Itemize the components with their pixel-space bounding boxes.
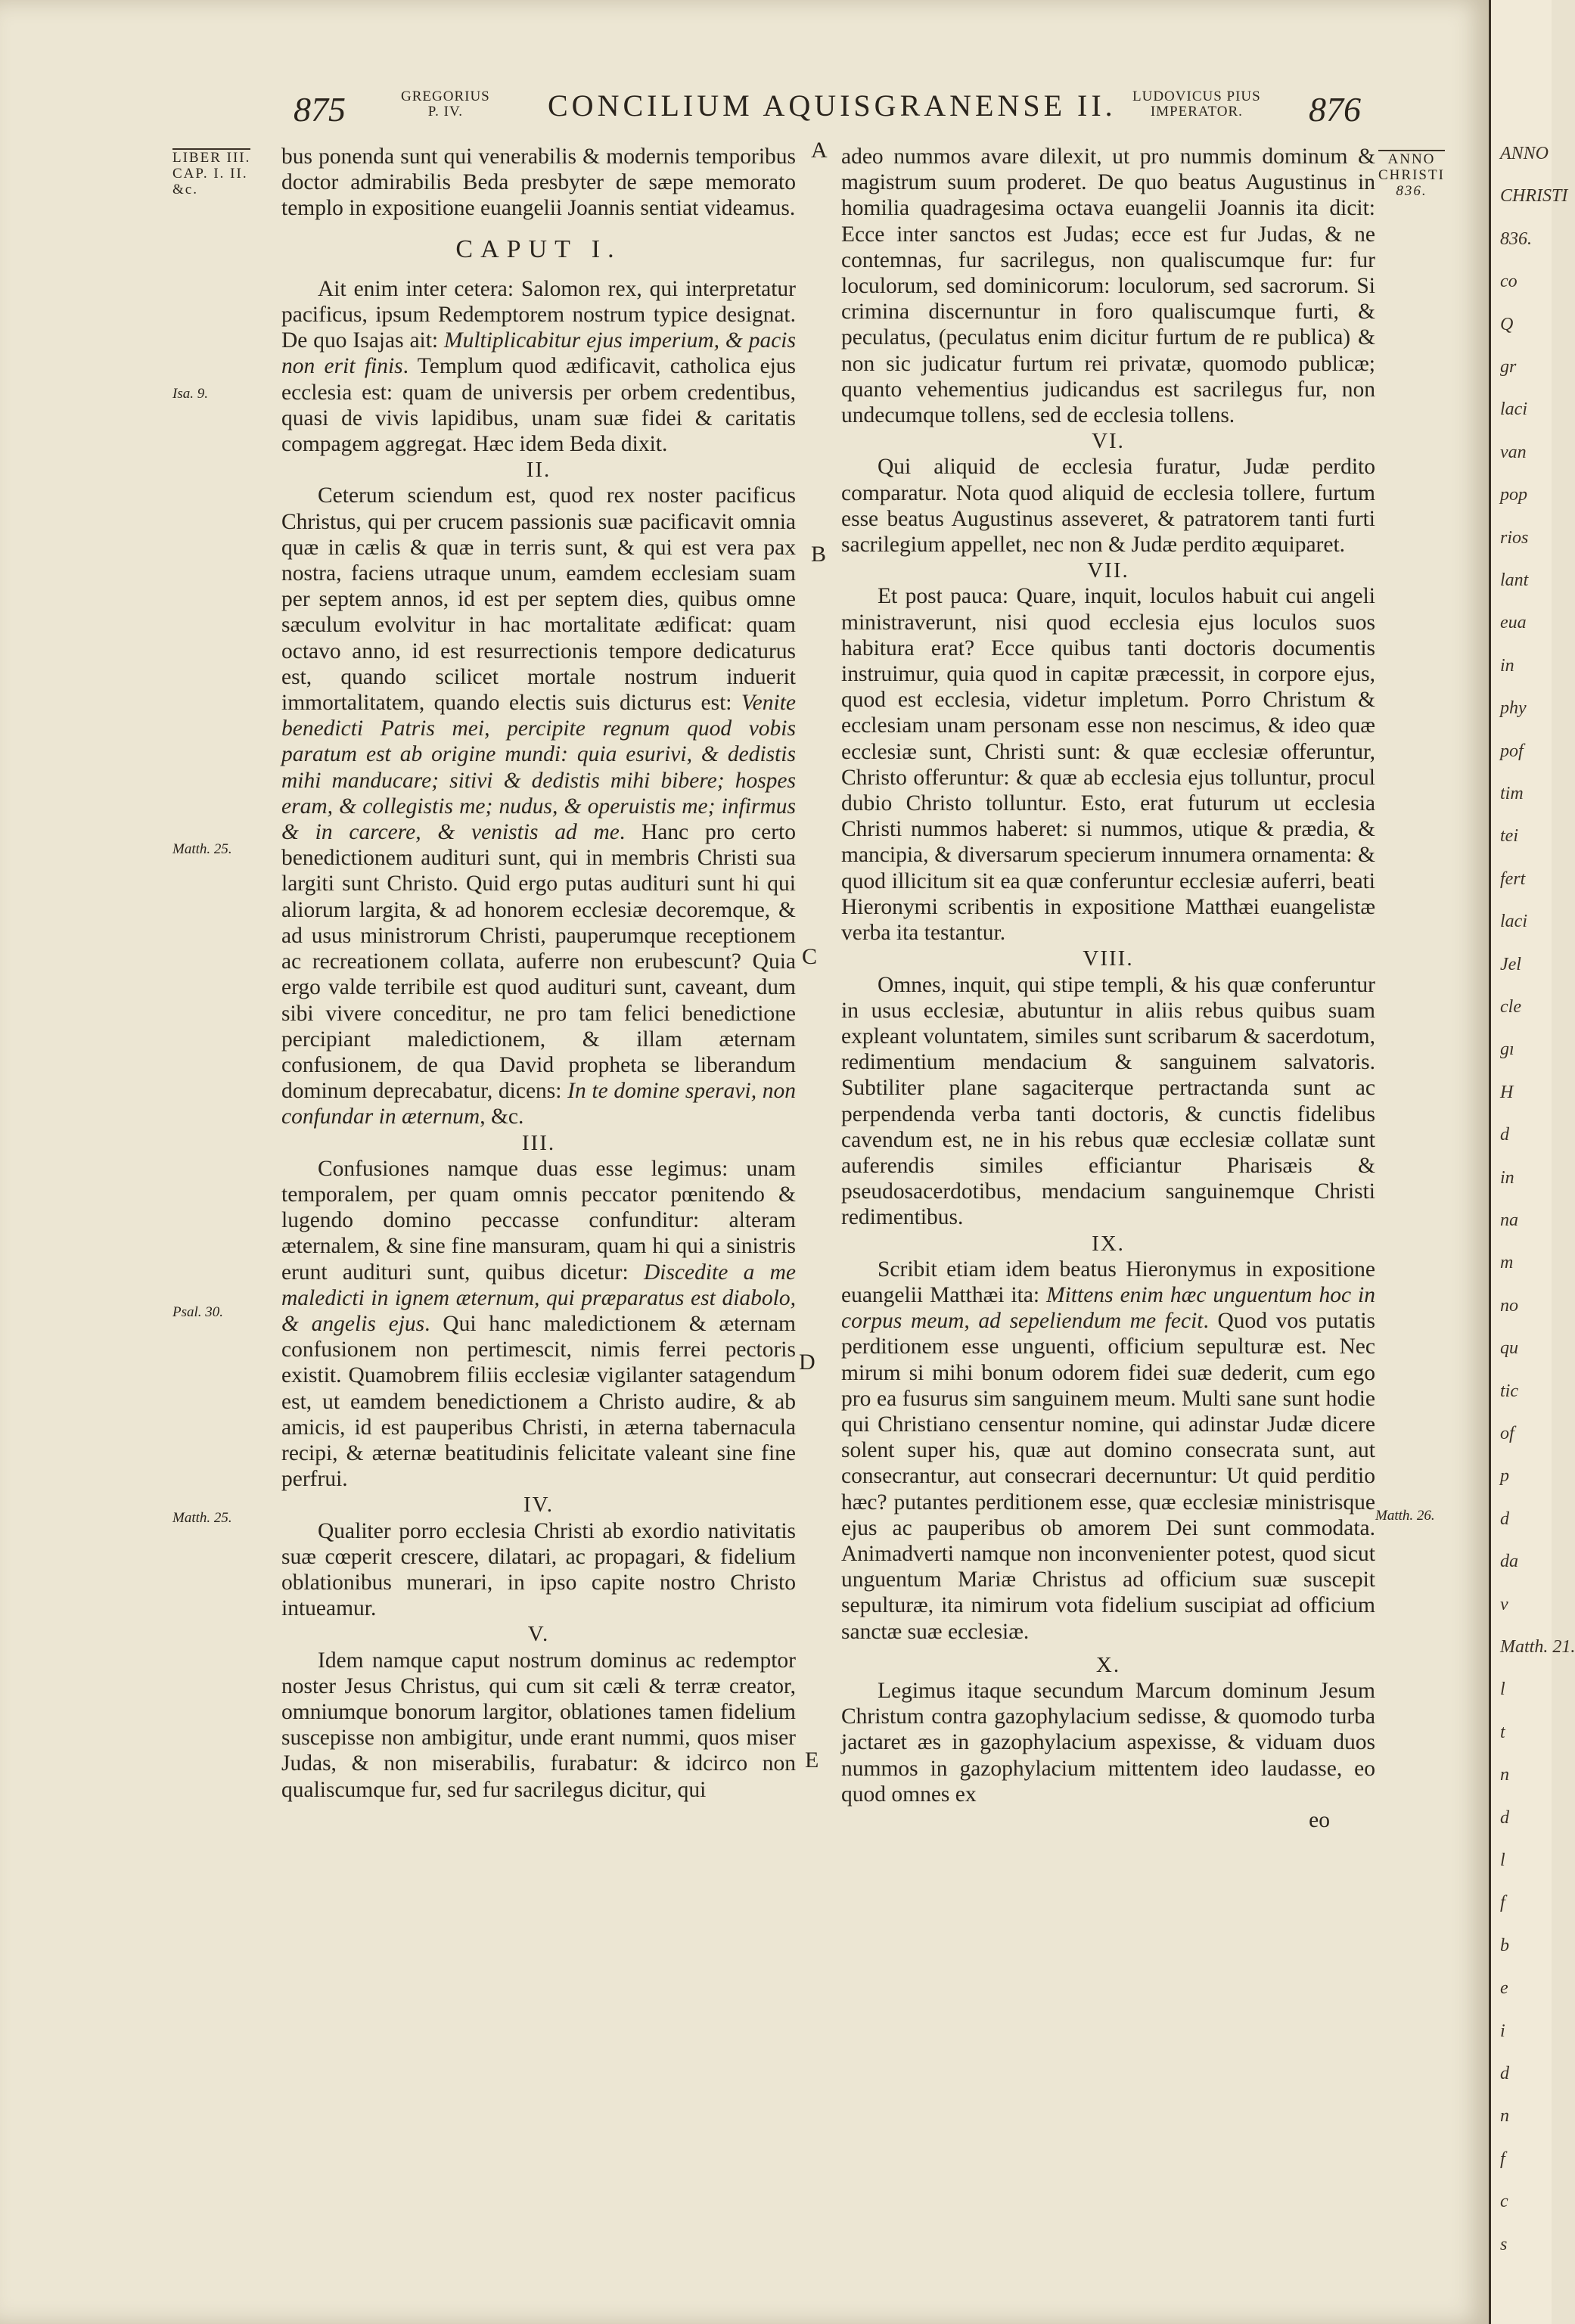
paragraph-section-6: Qui aliquid de ecclesia furatur, Judæ perdito comparatur. Nota quod aliquid de ecclesia tollere, furtum esse beatus Augustinus asseveret, & patratorem tanti furti sacrilegium appellet, nec non & Judæ perdito æquiparet. — [841, 455, 1375, 558]
edge-fragment: eua — [1500, 613, 1527, 633]
edge-fragment: cle — [1500, 997, 1521, 1017]
edge-fragment: phy — [1500, 698, 1527, 719]
edge-fragment: tic — [1500, 1381, 1518, 1401]
paragraph-section-4: Qualiter porro ecclesia Christi ab exordio nativitatis suæ cœperit crescere, dilatari, ac propagari, & fidelium oblationibus munerari, in ipso capite nostro Christo intueamur. — [281, 1518, 796, 1621]
edge-fragment: tei — [1500, 826, 1518, 847]
catchword: eo — [1309, 1808, 1330, 1832]
edge-fragment: p — [1500, 1466, 1509, 1487]
header-title: CONCILIUM AQUISGRANENSE II. — [548, 89, 1117, 123]
edge-fragment: na — [1500, 1210, 1518, 1230]
edge-fragment: t — [1500, 1722, 1505, 1742]
edge-fragment: 836. — [1500, 228, 1532, 249]
margin-liber: LIBER III. CAP. I. II. &c. — [172, 150, 251, 197]
adjacent-page-edge — [1489, 0, 1575, 2324]
edge-fragment: of — [1500, 1424, 1514, 1443]
edge-fragment: in — [1500, 655, 1514, 676]
paragraph-section-3: Confusiones namque duas esse legimus: unam temporalem, per quam omnis peccator pœnitendo & lugendo domino peccasse confunditur: alteram æternalem, & sine fine mansuram, quam hi qui a sinistris erunt audituri sunt, quibus dicetur: Discedite a me maledicti in ignem æternum, qui præparatus est diabolo, & angelis ejus. Qui hanc maledictionem & æternam confusionem non pertimescit, nimis ferrei pectoris existit. Quamobrem filiis ecclesiæ vigilanter satagendum est, ut eamdem benedictionem a Christo audire, & ab amicis, id est pauperibus Christi, in æterna tabernacula recipi, & æternæ beatitudinis felicitate valeant sine fine perfrui. — [281, 1156, 797, 1492]
paragraph-section-10: Legimus itaque secundum Marcum dominum Jesum Christum contra gazophylacium sedisse, & quomodo turba jactaret æs in gazophylacium aspexisse, & viduam duos nummos in gazophylacium mittentem ideo laudasse, eo quod omnes ex — [841, 1678, 1375, 1807]
edge-fragment: no — [1500, 1295, 1518, 1316]
paragraph-section-9: Scribit etiam idem beatus Hieronymus in expositione euangelii Matthæi ita: Mittens enim hæc unguentum hoc in corpus meum, ad sepeliendum me fecit. Quod vos putatis perditionem esse unguenti, officium sepulturæ est. Nec mirum si mihi bonum odorem fidei suæ dederit, cum ego pro ea fusurus sim sanguinem meum. Multi sane sunt hodie qui Christiano censentur nomine, qui adinstar Judæ dicere solent super his, quæ aut domino consecrata sunt, aut consecrantur, aut consecrari decernuntur: Ut quid perditio hæc? putantes perditionem esse, quæ ecclesiæ ministrisque ejus ac pauperibus ob amorem Dei sunt commodata. Animadverti namque non inconvenienter potest, quod sicut unguentum Mariæ Christus ad officium suæ suscepit sepulturæ, ita nimirum vota fidelium suscipiat ad officium sanctæ suæ ecclesiæ. — [841, 1257, 1375, 1644]
header-author: GREGORIUS P. IV. — [401, 89, 490, 120]
margin-note-matth25b: Matth. 25. — [172, 1510, 232, 1526]
paragraph-intro-right: adeo nummos avare dilexit, ut pro nummis dominum & magistrum suum proderet. De quo beatus Augustinus in homilia quadragesima octava euangelii Joannis ita dicit: Ecce inter sanctos est Judas; ecce est fur Judas, & ne contemnas, fur sacrilegus, non qualiscumque fur: fur loculorum, sed dominicorum: loculorum, sed sacrorum. Si crimina discernuntur in foro qualiscumque furti, & peculatus, (peculatus enim dicitur furtum de re publica) & non sic judicatur furtum rei privatæ, quomodo publicæ; quanto vehementius judicandus est sacrilegus fur, non undecumque tollens, sed de ecclesia tollens. — [841, 144, 1375, 428]
edge-fragment: i — [1500, 2021, 1505, 2041]
paragraph-section-8: Omnes, inquit, qui stipe templi, & his quæ conferuntur in usus ecclesiæ, abutuntur in aliis rebus quibus suam expleant voluntatem, similes sunt scribarum & sacerdotum, redimentium mendacium & sanguinem salvatoris. Subtiliter plane sagaciterque pertractanda sunt ac perpendenda verba tanti doctoris, & cunctis fidelibus cavendum est, ne in his rebus quæ ecclesiæ collatæ sunt auferendis similes efficiantur Pharisæis & pseudosacerdotibus, mendacium sanguinemque Christi redimentibus. — [841, 972, 1375, 1230]
edge-fragment: laci — [1500, 912, 1527, 932]
margin-note-isa: Isa. 9. — [172, 386, 208, 402]
chapter-heading: CAPUT I. — [455, 235, 622, 263]
edge-fragment: tim — [1500, 784, 1524, 803]
section-heading-5: V. — [527, 1622, 550, 1647]
edge-fragment: e — [1500, 1978, 1508, 1999]
edge-fragment: d — [1500, 1807, 1509, 1828]
edge-fragment: gı — [1500, 1039, 1514, 1060]
edge-fragment: Jel — [1500, 954, 1521, 974]
edge-fragment: m — [1500, 1253, 1514, 1273]
page-number-right: 876 — [1309, 90, 1361, 129]
text-column-right — [841, 144, 1375, 1833]
edge-fragment: CHRISTI — [1500, 186, 1568, 207]
section-letter-c: C — [802, 944, 818, 969]
edge-fragment: b — [1500, 1935, 1509, 1956]
paragraph-section-7: Et post pauca: Quare, inquit, loculos habuit cui angeli ministraverunt, nisi quod ecclesia ejus loculos suos habitura erat? Ecce quibus tanti doctoris documentis instruimur, quia quod in capitæ præcessit, in corpore ejus, quod est ecclesia, videtur impletum. Porro Christum & ecclesiam unam personam esse non nescimus, & ideo quæ ecclesiæ sunt, Christi sunt: & quæ ecclesiæ offeruntur, Christo offeruntur: & quæ ab ecclesia ejus tolluntur, procul dubio Christo tolluntur. Esto, erat futurum ut ecclesia Christi nummos haberet: si nummos, utique & prædia, & mancipia, & diversarum specierum innumera ornamenta: & quod illicitum sit ea quæ conferuntur ecclesiæ auferri, beati Hieronymi scribentis in expositione Matthæi euangelistæ verba ita testantur. — [841, 584, 1375, 946]
edge-fragment: laci — [1500, 399, 1527, 420]
edge-fragment: van — [1500, 442, 1527, 462]
edge-fragment: H — [1500, 1082, 1514, 1102]
section-heading-3: III. — [521, 1130, 556, 1155]
section-heading-7: VII. — [1087, 558, 1129, 583]
edge-fragment: d — [1500, 1125, 1509, 1145]
section-letter-b: B — [811, 542, 827, 567]
edge-fragment: d — [1500, 1508, 1509, 1529]
edge-fragment: Matth. 21. — [1500, 1637, 1575, 1657]
edge-fragment: ANNO — [1500, 144, 1549, 163]
section-heading-2: II. — [526, 458, 551, 483]
edge-fragment: gr — [1500, 357, 1517, 377]
section-heading-10: X. — [1095, 1652, 1121, 1677]
edge-fragment: in — [1500, 1167, 1514, 1188]
edge-fragment: n — [1500, 2106, 1509, 2127]
margin-note-psal: Psal. 30. — [172, 1304, 224, 1320]
paragraph-intro-left: bus ponenda sunt qui venerabilis & modernis temporibus doctor admirabilis Beda presbyter de sæpe memorato templo in expositione euangelii Joannis sentiat videamus. — [281, 144, 796, 221]
paragraph-section-5: Idem namque caput nostrum dominus ac redemptor noster Jesus Christus, qui cum sit cæli & terræ creator, omniumque bonorum largitor, oblationes tamen fidelium suscepisse non ambigitur, unde erant nummi, quos miser Judas, & non miserabilis, furabatur: & idcirco non qualiscumque fur, sed fur sacrilegus dicitur, qui — [281, 1648, 796, 1802]
edge-fragment: pof — [1500, 741, 1524, 761]
edge-fragment: f — [1500, 2148, 1505, 2169]
edge-fragment: pop — [1500, 485, 1527, 505]
edge-fragment: s — [1500, 2234, 1508, 2254]
edge-fragment: n — [1500, 1765, 1509, 1785]
edge-fragment: c — [1500, 2192, 1508, 2212]
edge-fragment: l — [1500, 1850, 1505, 1870]
margin-note-matth25: Matth. 25. — [172, 841, 232, 857]
edge-fragment: rios — [1500, 527, 1529, 548]
edge-fragment: qu — [1500, 1338, 1518, 1359]
section-heading-8: VIII. — [1083, 946, 1134, 971]
header-emperor: LUDOVICUS PIUS IMPERATOR. — [1132, 89, 1261, 120]
edge-fragment: fert — [1500, 868, 1526, 889]
edge-fragment: da — [1500, 1552, 1518, 1572]
edge-fragment: l — [1500, 1679, 1505, 1700]
section-letter-d: D — [799, 1350, 815, 1375]
edge-fragment: co — [1500, 272, 1518, 292]
running-header — [0, 76, 1489, 136]
text-column-left — [281, 144, 796, 1803]
edge-fragment: f — [1500, 1893, 1505, 1913]
paragraph-caput-1: Ait enim inter cetera: Salomon rex, qui interpretatur pacificus, ipsum Redemptorem nostrum typice designat. De quo Isajas ait: Multiplicabitur ejus imperium, & pacis non erit finis. Templum quod ædificavit, catholica ejus ecclesia est: quam de universis per orbem credentibus, quasi de vivis lapidibus, unam suæ fidei & caritatis compagem aggregat. Hæc idem Beda dixit. — [281, 276, 796, 457]
edge-fragment: lant — [1500, 570, 1529, 590]
edge-fragment: Q — [1500, 314, 1514, 334]
section-heading-6: VI. — [1092, 429, 1125, 454]
section-letter-e: E — [805, 1748, 819, 1773]
margin-note-matth26: Matth. 26. — [1375, 1508, 1435, 1524]
section-heading-9: IX. — [1092, 1231, 1125, 1256]
section-heading-4: IV. — [523, 1493, 555, 1518]
margin-anno: ANNO CHRISTI 836. — [1378, 151, 1445, 199]
edge-fragment: v — [1500, 1594, 1508, 1614]
paragraph-section-2: Ceterum sciendum est, quod rex noster pacificus Christus, qui per crucem passionis suæ pacificavit omnia quæ in cælis & quæ in terris sunt, & qui est vera pax nostra, faciens utraque unum, eamdem ecclesiam suam per septem annos, id est per septem dies, quibus omne sæculum evolvitur in hac mortalitate ædificat: quam octavo anno, id est resurrectionis tempore dedicaturus est, quando scilicet mortale nostrum induerit immortalitatem, quando electis suis dicturus est: Venite benedicti Patris mei, percipite regnum quod vobis paratum est ab origine mundi: quia esurivi, & dedistis mihi manducare; sitivi & dedistis mihi bibere; hospes eram, & collegistis me; nudus, & operuistis me; infirmus & in carcere, & venistis ad me. Hanc pro certo benedictionem audituri sunt, qui in membris Christi sua largiti sunt Christo. Quid ergo putas audituri sunt hi qui aliorum largita, & ad honorem ecclesiæ decoremque, & ad usus ministrorum Christi, pauperumque receptionem ac recreationem collata, auferre non erubescunt? Quia ergo valde terribile est quod audituri sunt, caveant, dum sibi vivere conceditur, ne pro tam felici benedictione percipiant maledictionem, & illam æternam confusionem, de qua David propheta se liberandum dominum deprecabatur, dicens: In te domine speravi, non confundar in æternum, &c. — [281, 483, 796, 1129]
section-letter-a: A — [811, 138, 828, 163]
edge-fragment: d — [1500, 2064, 1509, 2083]
page-number-left: 875 — [294, 90, 346, 129]
